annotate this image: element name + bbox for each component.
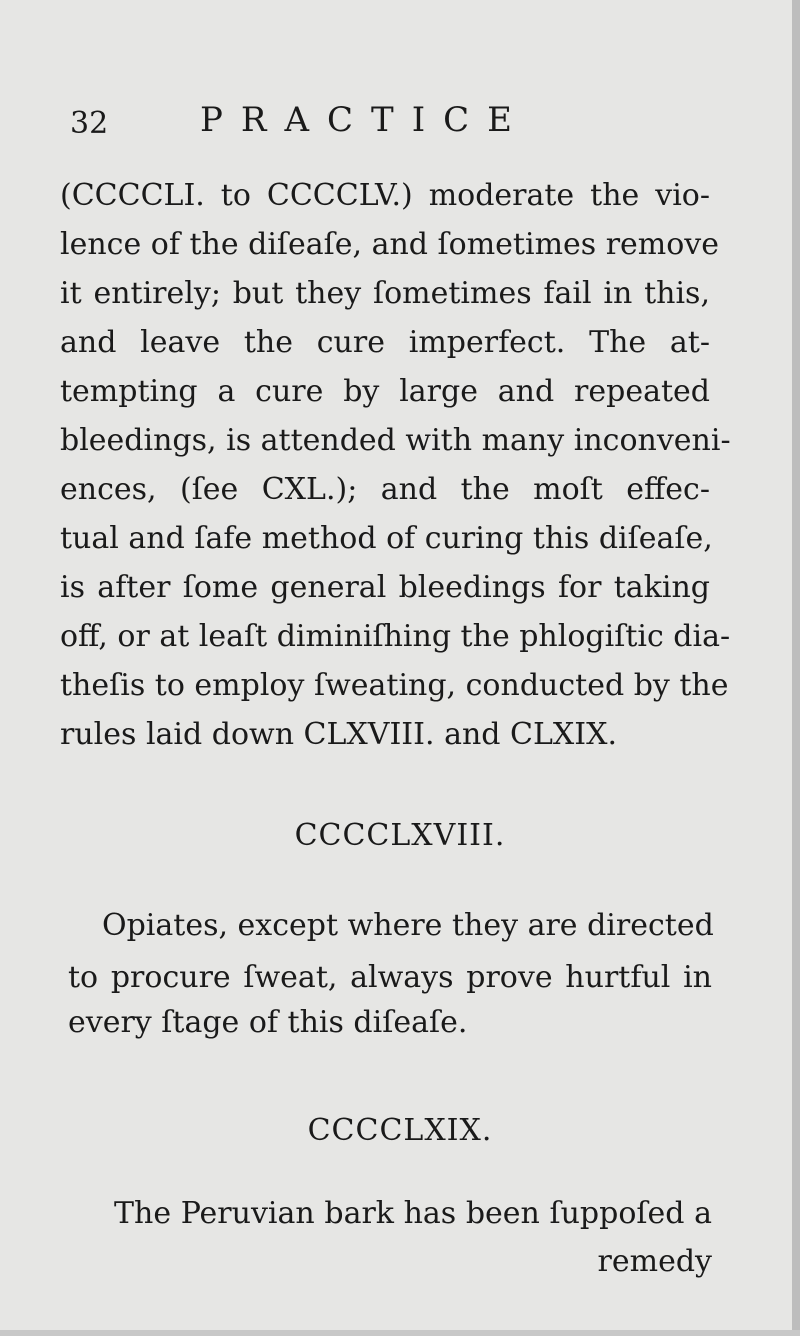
- page-number: 32: [70, 106, 109, 141]
- running-head: [70, 100, 710, 150]
- catchword: remedy: [597, 1244, 712, 1279]
- page-bottom-edge: [0, 1330, 800, 1336]
- running-title: PRACTICE: [200, 100, 530, 140]
- text-line: Opiates, except where they are directed: [102, 908, 714, 943]
- text-line: and leave the cure imperfect. The at-: [60, 325, 710, 360]
- text-line: tual and ſafe method of curing this diſeaſe,: [60, 521, 713, 556]
- text-line: (CCCCLI. to CCCCLV.) moderate the vio-: [60, 178, 710, 213]
- text-line: theſis to employ ſweating, conducted by the: [60, 668, 729, 703]
- text-line: it entirely; but they ſometimes fail in this,: [60, 276, 710, 311]
- text-line: every ſtage of this diſeaſe.: [68, 1005, 468, 1040]
- text-line: off, or at leaſt diminiſhing the phlogiſtic dia-: [60, 619, 731, 654]
- text-line: tempting a cure by large and repeated: [60, 374, 710, 409]
- text-line: bleedings, is attended with many inconveni-: [60, 423, 731, 458]
- section-heading: CCCCLXVIII.: [294, 818, 506, 853]
- text-line: The Peruvian bark has been ſuppoſed a: [114, 1196, 712, 1231]
- text-line: rules laid down CLXVIII. and CLXIX.: [60, 717, 618, 752]
- text-line: lence of the diſeaſe, and ſometimes remove: [60, 227, 720, 262]
- section-heading: CCCCLXIX.: [307, 1113, 493, 1148]
- text-line: is after ſome general bleedings for taking: [60, 570, 710, 605]
- text-line: to procure ſweat, always prove hurtful in: [68, 960, 712, 995]
- text-line: ences, (ſee CXL.); and the moſt effec-: [60, 472, 710, 507]
